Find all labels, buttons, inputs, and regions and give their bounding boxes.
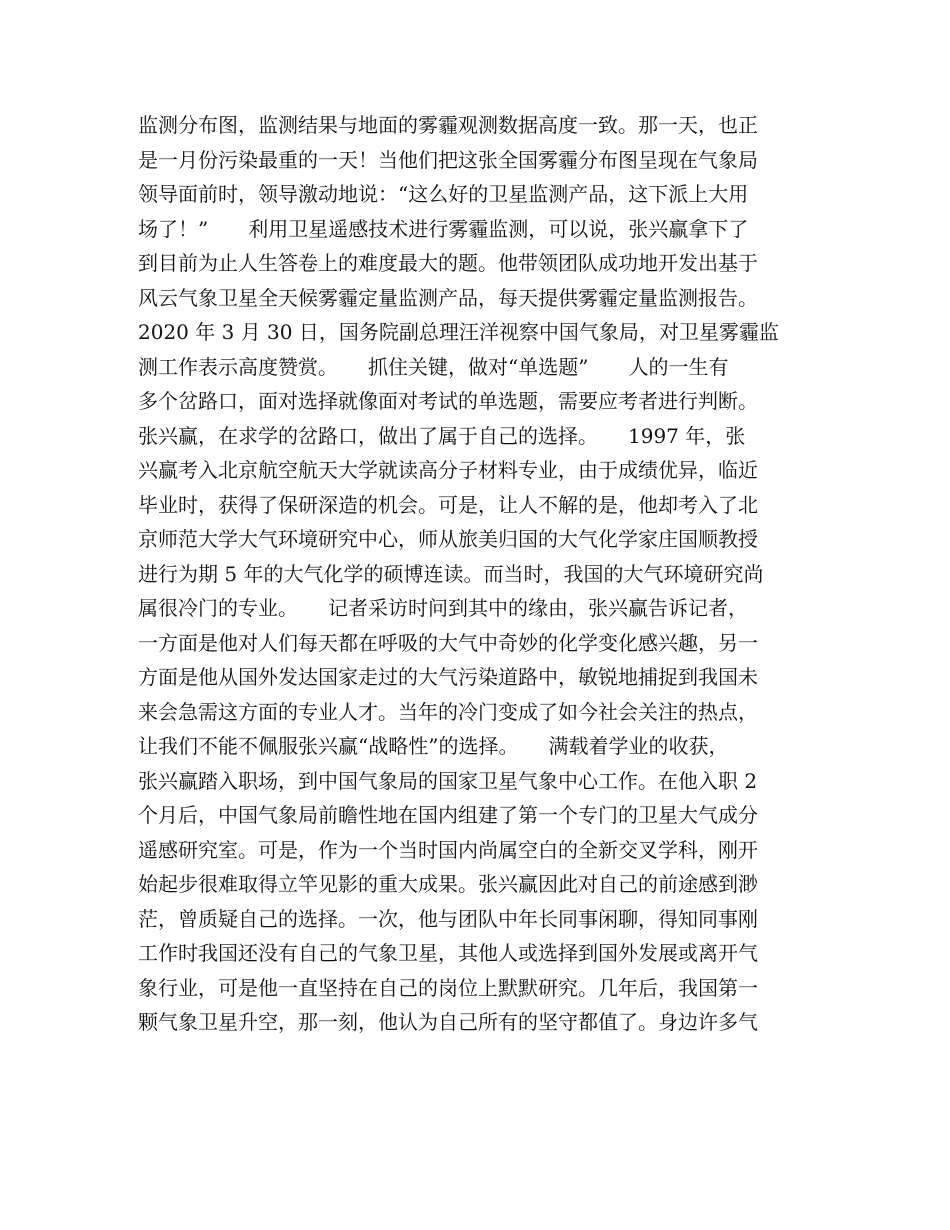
- text-line: 茫，曾质疑自己的选择。一次，他与团队中年长同事闲聊，得知同事刚: [138, 906, 758, 931]
- text-line: 象行业，可是他一直坚持在自己的岗位上默默研究。几年后，我国第一: [138, 975, 758, 1000]
- text-line: 来会急需这方面的专业人才。当年的冷门变成了如今社会关注的热点，: [138, 699, 758, 724]
- text-line: 风云气象卫星全天候雾霾定量监测产品，每天提供雾霾定量监测报告。: [138, 285, 758, 310]
- text-line: 多个岔路口，面对选择就像面对考试的单选题，需要应考者进行判断。: [138, 389, 758, 413]
- text-line: 始起步很难取得立竿见影的重大成果。张兴赢因此对自己的前途感到渺: [138, 872, 758, 896]
- text-line: 张兴赢，在求学的岔路口，做出了属于自己的选择。 1997 年，张: [138, 423, 746, 448]
- text-line: 颗气象卫星升空，那一刻，他认为自己所有的坚守都值了。身边许多气: [138, 1010, 758, 1034]
- text-line: 监测分布图，监测结果与地面的雾霾观测数据高度一致。那一天，也正: [138, 113, 758, 137]
- text-line: 遥感研究室。可是，作为一个当时国内尚属空白的全新交叉学科，刚开: [138, 837, 758, 862]
- text-line: 方面是他从国外发达国家走过的大气污染道路中，敏锐地捕捉到我国未: [138, 665, 758, 689]
- text-line: 测工作表示高度赞赏。 抓住关键，做对“单选题” 人的一生有: [138, 354, 729, 379]
- text-line: 工作时我国还没有自己的气象卫星，其他人或选择到国外发展或离开气: [138, 941, 758, 965]
- text-line: 进行为期 5 年的大气化学的硕博连读。而当时，我国的大气环境研究尚: [138, 561, 764, 586]
- text-line: 2020 年 3 月 30 日，国务院副总理汪洋视察中国气象局，对卫星雾霾监: [138, 320, 779, 344]
- text-line: 让我们不能不佩服张兴赢“战略性”的选择。 满载着学业的收获，: [138, 734, 729, 758]
- text-line: 京师范大学大气环境研究中心，师从旅美归国的大气化学家庄国顺教授: [138, 527, 758, 551]
- text-line: 张兴赢踏入职场，到中国气象局的国家卫星气象中心工作。在他入职 2: [138, 768, 758, 793]
- text-line: 到目前为止人生答卷上的难度最大的题。他带领团队成功地开发出基于: [138, 251, 758, 275]
- text-line: 毕业时，获得了保研深造的机会。可是，让人不解的是，他却考入了北: [138, 492, 758, 517]
- text-line: 个月后，中国气象局前瞻性地在国内组建了第一个专门的卫星大气成分: [138, 803, 758, 827]
- text-line: 领导面前时，领导激动地说：“这么好的卫星监测产品，这下派上大用: [138, 182, 749, 206]
- text-line: 是一月份污染最重的一天！当他们把这张全国雾霾分布图呈现在气象局: [138, 147, 758, 172]
- article-body: [138, 108, 838, 1040]
- text-line: 一方面是他对人们每天都在呼吸的大气中奇妙的化学变化感兴趣，另一: [138, 630, 758, 655]
- text-line: 场了！” 利用卫星遥感技术进行雾霾监测，可以说，张兴赢拿下了: [138, 216, 749, 241]
- text-line: 属很冷门的专业。 记者采访时问到其中的缘由，张兴赢告诉记者，: [138, 596, 748, 620]
- text-line: 兴赢考入北京航空航天大学就读高分子材料专业，由于成绩优异，临近: [138, 458, 758, 482]
